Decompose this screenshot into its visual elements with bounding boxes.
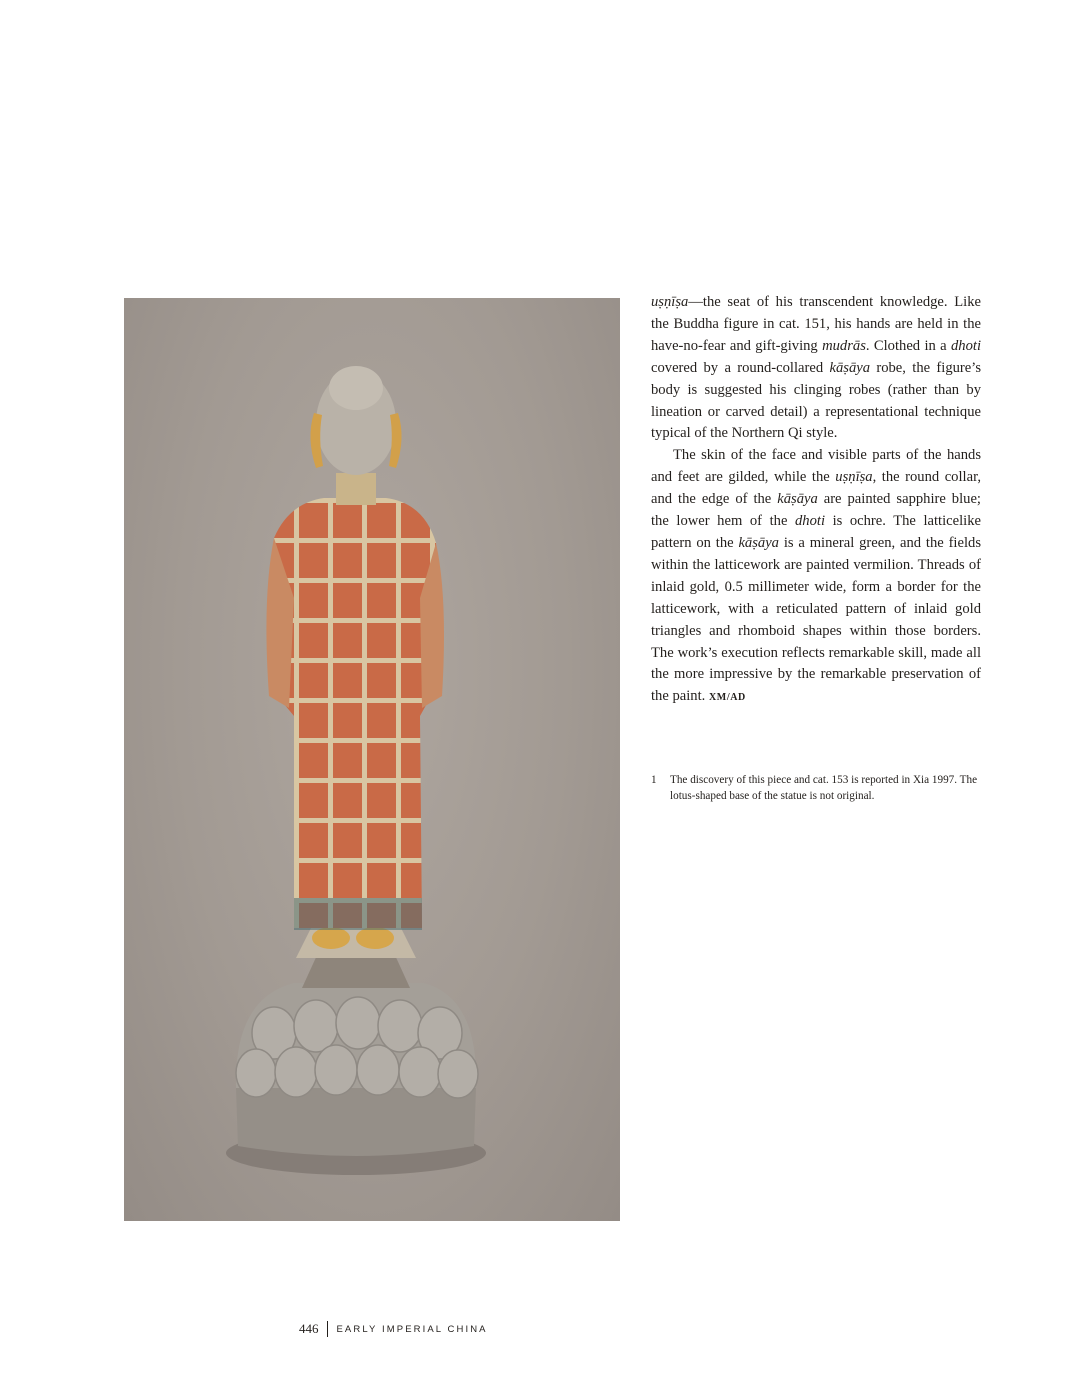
page-number: 446 <box>299 1321 319 1336</box>
running-title: EARLY IMPERIAL CHINA <box>336 1323 488 1335</box>
paragraph-1: uṣṇīṣa—the seat of his transcendent knowledge. Like the Buddha figure in cat. 151, his hands are held in the have-no-fear and gift-giving mudrās. Clothed in a dhoti covered by a round-collared kāṣāya robe, the figure’s body is suggested his clinging robes (rather than by lineation or carved detail) a representational technique typical of the Northern Qi style. <box>651 294 981 442</box>
page-footer <box>299 1321 488 1337</box>
footer-divider <box>327 1321 328 1337</box>
author-initials: XM/AD <box>708 692 746 704</box>
statue-photograph <box>124 298 620 1221</box>
standing-buddha-statue-icon <box>124 298 620 1221</box>
footnote-text: The discovery of this piece and cat. 153 is reported in Xia 1997. The lotus-shaped base of the statue is not original. <box>670 774 978 802</box>
body-text-column <box>651 292 981 709</box>
footnote-number: 1 <box>651 774 657 786</box>
footnote <box>651 772 981 804</box>
paragraph-2: The skin of the face and visible parts of the hands and feet are gilded, while the uṣṇīṣa, the round collar, and the edge of the kāṣāya are painted sapphire blue; the lower hem of the dhoti is ochre. The latticelike pattern on the kāṣāya is a mineral green, and the fields within the latticework are painted vermilion. Threads of inlaid gold, 0.5 millimeter wide, form a border for the latticework, with a reticulated pattern of inlaid gold triangles and rhomboid shapes within those borders. The work’s execution reflects remarkable skill, made all the more impressive by the remarkable preservation of the paint. XM/AD <box>651 447 982 705</box>
